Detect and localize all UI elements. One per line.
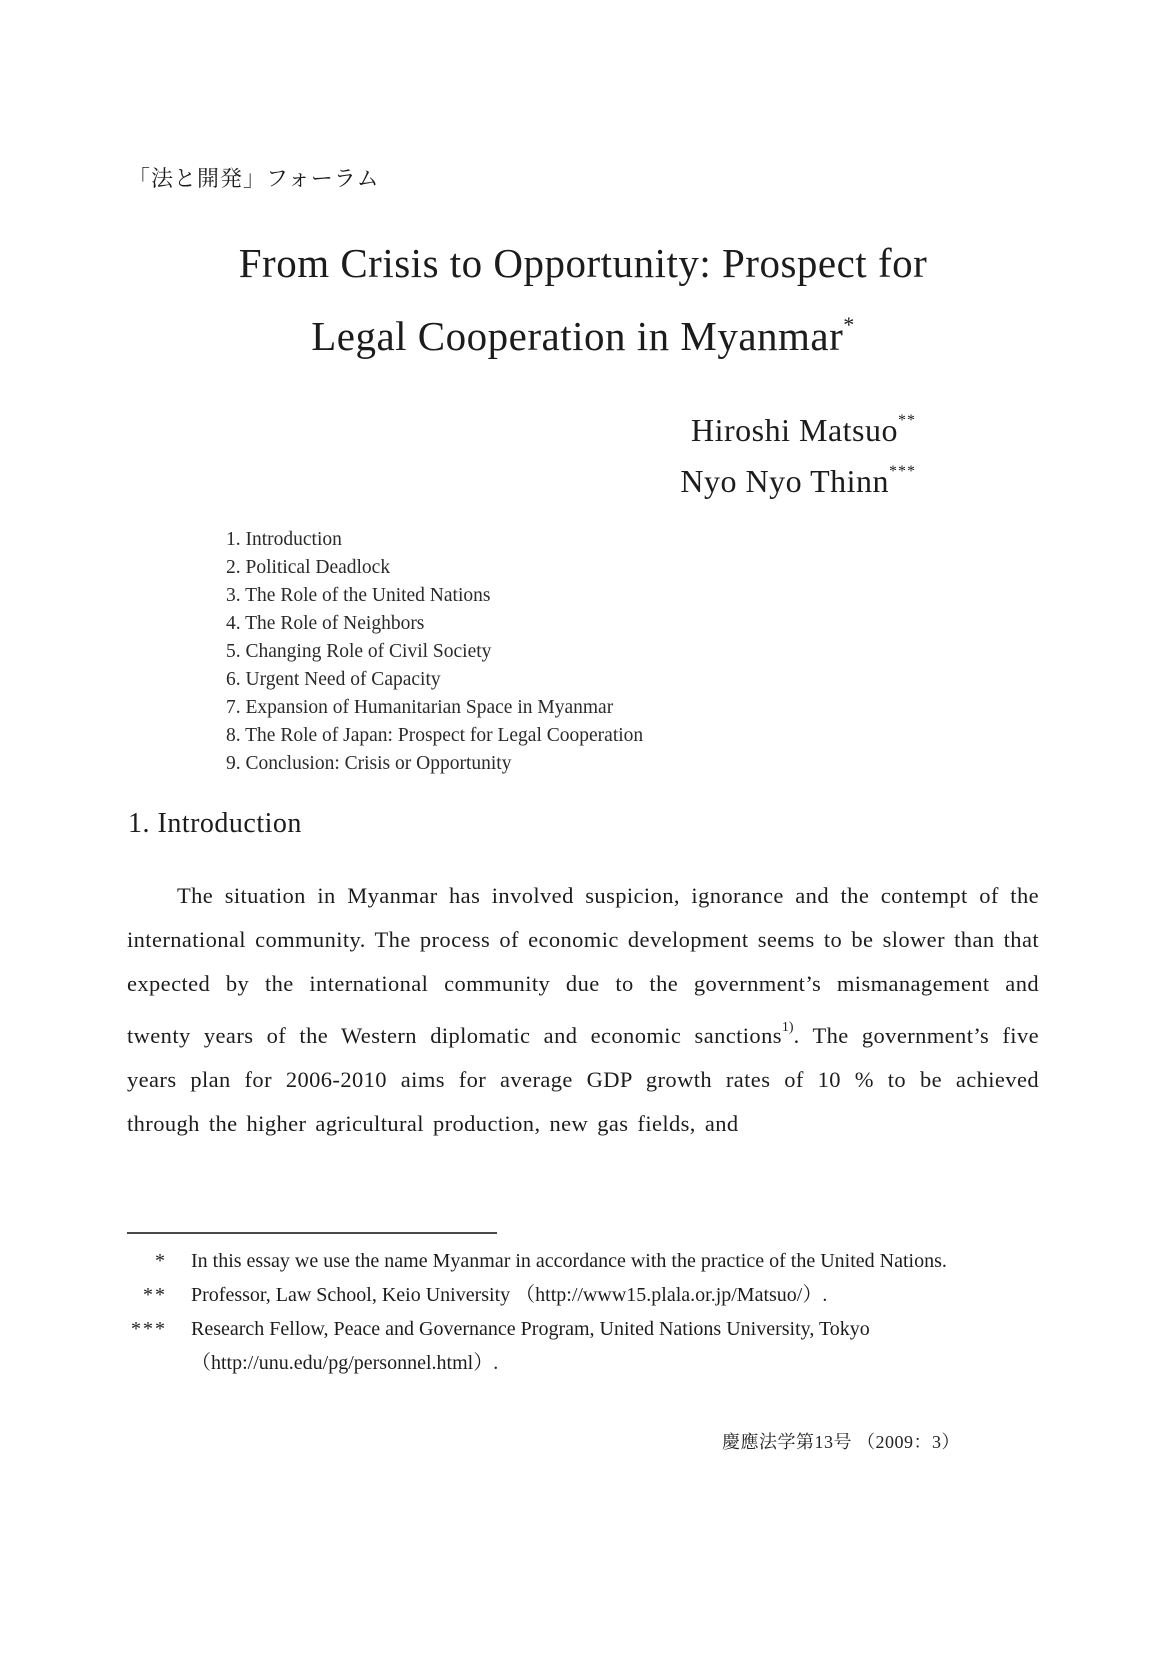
author-name	[680, 400, 916, 451]
toc-item: 7. Expansion of Humanitarian Space in Myanmar	[226, 697, 614, 718]
footnote-divider	[127, 1232, 497, 1234]
series-label: 「法と開発」フォーラム	[128, 166, 380, 191]
author-name-text: Hiroshi Matsuo	[691, 412, 898, 448]
footnote-item	[127, 1312, 998, 1380]
toc-item: 1. Introduction	[226, 529, 342, 550]
toc-item: 8. The Role of Japan: Prospect for Legal Cooperation	[226, 725, 644, 746]
footnote-text: Research Fellow, Peace and Governance Program, United Nations University, Tokyo （http://unu.edu/pg/personnel.html）.	[191, 1318, 870, 1374]
section-heading: 1. Introduction	[128, 808, 302, 839]
journal-reference: 慶應法学第13号 （2009：3）	[722, 1432, 960, 1452]
author-footnote-mark: **	[898, 412, 916, 429]
footnote-mark: ***	[131, 1318, 167, 1340]
footnote-mark: *	[155, 1250, 167, 1272]
footnote-block	[127, 1244, 998, 1380]
author-block	[680, 400, 916, 502]
toc-item: 9. Conclusion: Crisis or Opportunity	[226, 753, 512, 774]
toc-item: 4. The Role of Neighbors	[226, 613, 425, 634]
author-footnote-mark: ***	[889, 463, 916, 480]
toc-item: 5. Changing Role of Civil Society	[226, 641, 492, 662]
footnote-text: In this essay we use the name Myanmar in accordance with the practice of the United Nations.	[191, 1250, 947, 1272]
footnote-reference: 1)	[781, 1020, 794, 1035]
toc-item: 3. The Role of the United Nations	[226, 585, 491, 606]
footnote-mark: **	[143, 1284, 167, 1306]
body-paragraph-part1: The situation in Myanmar has involved suspicion, ignorance and the contempt of the international community. The process of economic development seems to be slower than that expected by the international community due to the government’s mismanagement and twenty years of the Western diplomatic and economic sanctions	[127, 883, 1039, 1048]
paper-title-line1: From Crisis to Opportunity: Prospect for	[238, 240, 928, 286]
body-paragraph	[127, 874, 1039, 1146]
paper-title	[0, 232, 1166, 367]
title-footnote-mark: *	[843, 312, 855, 337]
footnote-item	[127, 1278, 998, 1312]
paper-title-line2: Legal Cooperation in Myanmar	[311, 313, 844, 359]
toc-item: 6. Urgent Need of Capacity	[226, 669, 441, 690]
author-name	[680, 451, 916, 502]
table-of-contents	[226, 526, 643, 778]
body-paragraph-part2: . The government’s five years plan for 2006-2010 aims for average GDP growth rates of 10 % to be achieved through the higher agricultural production, new gas fields, and	[127, 1023, 1039, 1136]
footnote-item	[127, 1244, 998, 1278]
footnote-text: Professor, Law School, Keio University （http://www15.plala.or.jp/Matsuo/）.	[191, 1284, 828, 1306]
toc-item: 2. Political Deadlock	[226, 557, 391, 578]
author-name-text: Nyo Nyo Thinn	[680, 463, 889, 499]
